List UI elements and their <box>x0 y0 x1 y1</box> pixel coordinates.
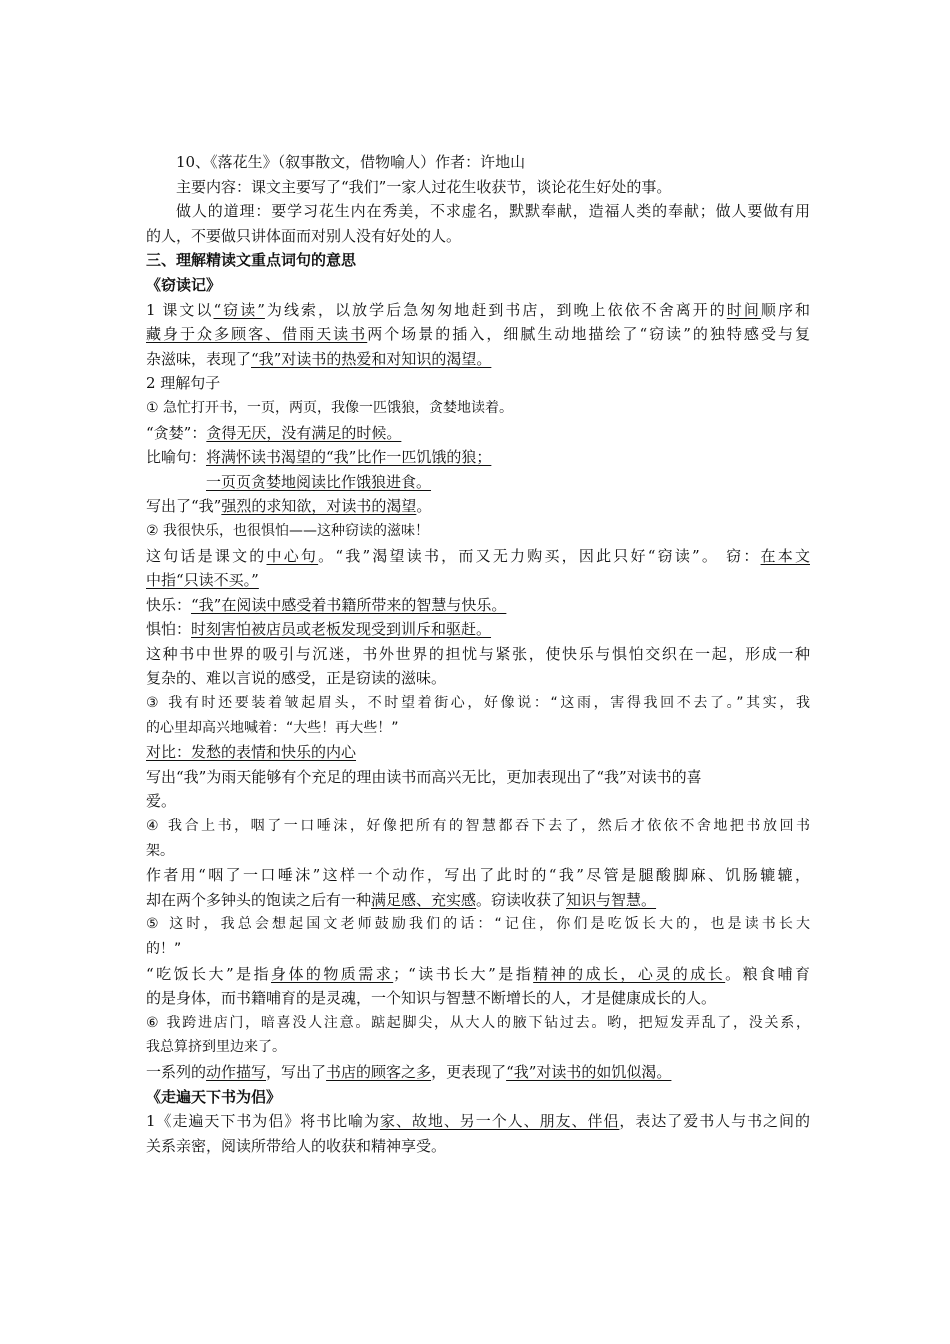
lesson-main-content: 主要内容：课文主要写了“我们”一家人过花生收获节，谈论花生好处的事。 <box>176 177 672 196</box>
keyword-scenes: 藏身于众多顾客、借雨天读书 <box>146 325 368 344</box>
section-heading: 三、理解精读文重点词句的意思 <box>146 251 357 270</box>
sentence-6-line-2: 我总算挤到里边来了。 <box>146 1039 286 1056</box>
zoubian-title: 《走遍天下书为侣》 <box>146 1087 282 1106</box>
metaphor-line-1: 比喻句：将满怀读书渴望的“我”比作一匹饥饿的狼； <box>146 448 492 467</box>
metaphor-line-2: 一页页贪婪地阅读比作饿狼进食。 <box>206 472 432 491</box>
zoubian-p1-line-2: 关系亲密，阅读所带给人的收获和精神享受。 <box>146 1136 447 1155</box>
sentence-2-explanation-2: 复杂的、难以言说的感受，正是窃读的滋味。 <box>146 669 447 688</box>
happy-explanation: 快乐：“我”在阅读中感受着书籍所带来的智慧与快乐。 <box>146 595 507 614</box>
sentence-6-explanation: 一系列的动作描写，写出了书店的顾客之多，更表现了“我”对读书的如饥似渴。 <box>146 1062 672 1081</box>
qiedu-title: 《窃读记》 <box>146 275 222 294</box>
sentence-5-line-2: 的！” <box>146 941 182 957</box>
sentence-3-explanation-1: 写出“我”为雨天能够有个充足的理由读书而高兴无比，更加表现出了“我”对读书的喜 <box>146 767 702 786</box>
lesson-principle-line-1: 做人的道理：要学习花生内在秀美，不求虚名，默默奉献，造福人类的奉献；做人要做有用 <box>176 202 810 221</box>
center-sentence-line-1: 这句话是课文的中心句。“我”渴望读书，而又无力购买，因此只好“窃读”。 窃：在本文 <box>146 546 810 565</box>
lesson-title: 10、《落花生》（叙事散文，借物喻人）作者：许地山 <box>176 153 526 171</box>
tanlan-definition: “贪婪”：贪得无厌，没有满足的时候。 <box>146 423 402 442</box>
sentence-4-explanation-2: 却在两个多钟头的饱读之后有一种满足感、充实感。窃读收获了知识与智慧。 <box>146 890 657 909</box>
sentence-4-line-2: 架。 <box>146 842 174 859</box>
qiedu-p1-line-1: 1 课文以“窃读”为线索，以放学后急匆匆地赶到书店，到晚上依依不舍离开的时间顺序和 <box>146 300 810 319</box>
document-body <box>146 150 810 1158</box>
keyword-theme: “我”对读书的热爱和对知识的渴望。 <box>251 349 492 368</box>
sentence-5-explanation-1: “吃饭长大”是指身体的物质需求；“读书长大”是指精神的成长，心灵的成长。粮食哺育 <box>146 964 810 983</box>
understand-label: 2 理解句子 <box>146 374 221 393</box>
sentence-1-explanation: 写出了“我”强烈的求知欲，对读书的渴望。 <box>146 497 432 516</box>
keyword-time: 时间 <box>726 300 761 319</box>
keyword-qiedu: “窃读” <box>213 300 265 319</box>
sentence-4-explanation-1: 作者用“咽了一口唾沫”这样一个动作，写出了此时的“我”尽管是腿酸脚麻、饥肠辘辘， <box>146 866 810 885</box>
center-sentence-line-2: 中指“只读不买。” <box>146 571 259 590</box>
sentence-3-explanation-2: 爱。 <box>146 792 177 811</box>
qiedu-p1-line-3: 杂滋味，表现了“我”对读书的热爱和对知识的渴望。 <box>146 349 492 368</box>
lesson-principle-line-2: 的人，不要做只讲体面而对别人没有好处的人。 <box>146 226 462 245</box>
sentence-1: ① 急忙打开书，一页，两页，我像一匹饿狼，贪婪地读着。 <box>146 399 513 416</box>
sentence-4-line-1: ④ 我合上书，咽了一口唾沫，好像把所有的智慧都吞下去了，然后才依依不舍地把书放回书 <box>146 818 810 835</box>
sentence-3-line-2: 的心里却高兴地喊着：“大些！再大些！” <box>146 719 399 736</box>
sentence-3-line-1: ③ 我有时还要装着皱起眉头，不时望着街心，好像说：“这雨，害得我回不去了。”其实，我 <box>146 695 810 712</box>
qiedu-p1-line-2: 藏身于众多顾客、借雨天读书两个场景的插入，细腻生动地描绘了“窃读”的独特感受与复 <box>146 325 810 344</box>
sentence-5-line-1: ⑤ 这时，我总会想起国文老师鼓励我们的话：“记住，你们是吃饭长大的，也是读书长大 <box>146 916 810 933</box>
sentence-2: ② 我很快乐，也很惧怕——这种窃读的滋味！ <box>146 522 429 539</box>
sentence-6-line-1: ⑥ 我跨进店门，暗喜没人注意。踮起脚尖，从大人的腋下钻过去。哟，把短发弄乱了，没关系， <box>146 1014 810 1031</box>
zoubian-p1-line-1: 1《走遍天下书为侣》将书比喻为家、故地、另一个人、朋友、伴侣，表达了爱书人与书之间的 <box>146 1112 810 1131</box>
sentence-5-explanation-2: 的是身体，而书籍哺育的是灵魂，一个知识与智慧不断增长的人，才是健康成长的人。 <box>146 989 717 1008</box>
sentence-2-explanation-1: 这种书中世界的吸引与沉迷，书外世界的担忧与紧张，使快乐与惧怕交织在一起，形成一种 <box>146 644 810 663</box>
fear-explanation: 惧怕：时刻害怕被店员或老板发现受到训斥和驱赶。 <box>146 620 492 639</box>
contrast-note: 对比：发愁的表情和快乐的内心 <box>146 743 357 762</box>
